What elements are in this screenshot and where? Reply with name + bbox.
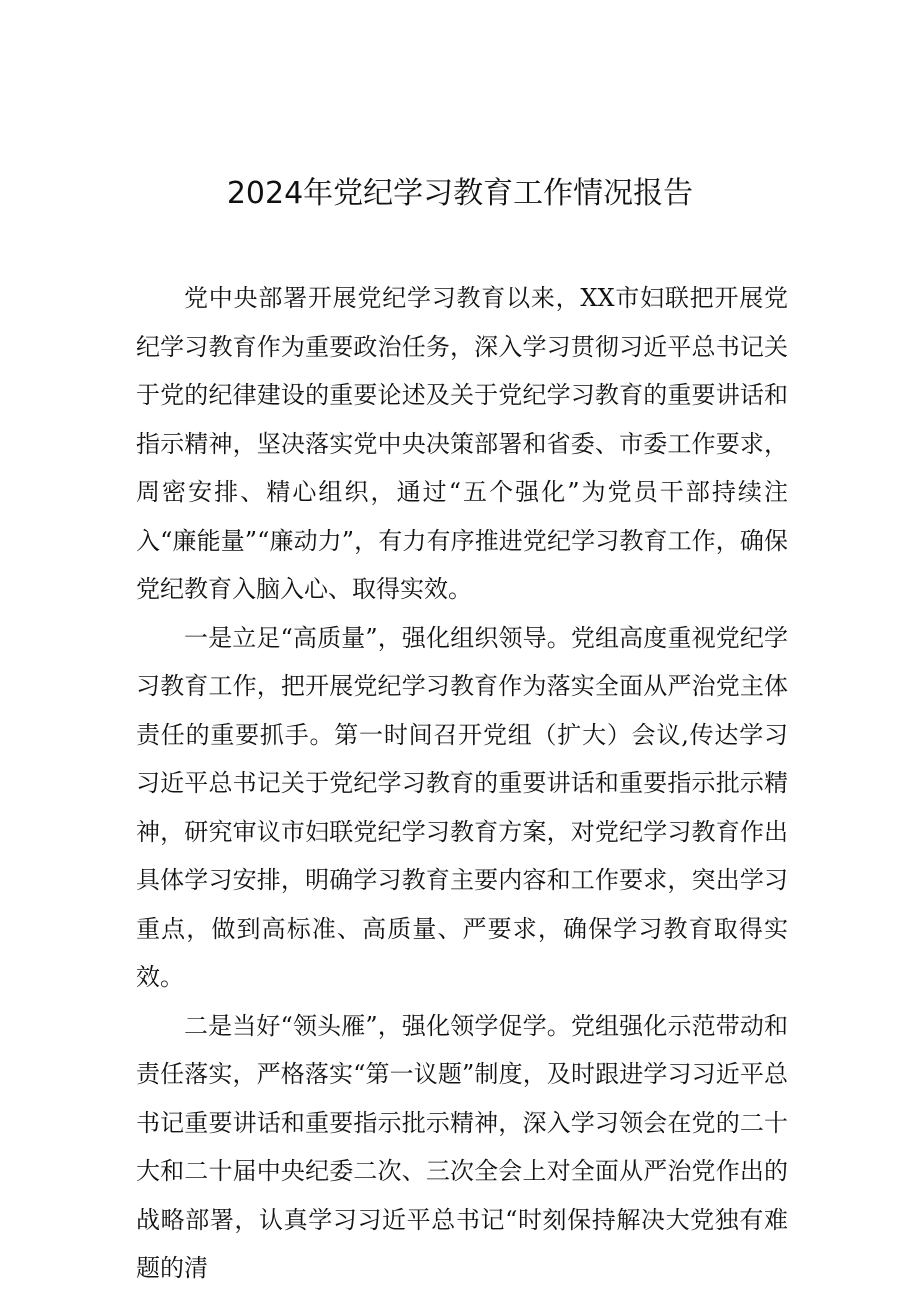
paragraph-section-one: 一是立足“高质量”，强化组织领导。党组高度重视党纪学习教育工作，把开展党纪学习教育作为落实全面从严治党主体责任的重要抓手。第一时间召开党组（扩大）会议,传达学习习近平总书记关于党纪学习教育的重要讲话和重要指示批示精神，研究审议市妇联党纪学习教育方案，对党纪学习教育作出具体学习安排，明确学习教育主要内容和工作要求，突出学习重点，做到高标准、高质量、严要求，确保学习教育取得实效。 [136, 623, 788, 991]
paragraph-intro: 党中央部署开展党纪学习教育以来，XX市妇联把开展党纪学习教育作为重要政治任务，深入学习贯彻习近平总书记关于党的纪律建设的重要论述及关于党纪学习教育的重要讲话和指示精神，坚决落实党中央决策部署和省委、市委工作要求，周密安排、精心组织，通过“五个强化”为党员干部持续注入“廉能量”“廉动力”，有力有序推进党纪学习教育工作，确保党纪教育入脑入心、取得实效。 [136, 284, 788, 603]
document-body [136, 274, 788, 1293]
paragraph-section-two: 二是当好“领头雁”，强化领学促学。党组强化示范带动和责任落实，严格落实“第一议题”制度，及时跟进学习习近平总书记重要讲话和重要指示批示精神，深入学习领会在党的二十大和二十届中央纪委二次、三次全会上对全面从严治党作出的战略部署，认真学习习近平总书记“时刻保持解决大党独有难题的清 [136, 1011, 788, 1282]
document-title: 2024年党纪学习教育工作情况报告 [226, 176, 694, 211]
